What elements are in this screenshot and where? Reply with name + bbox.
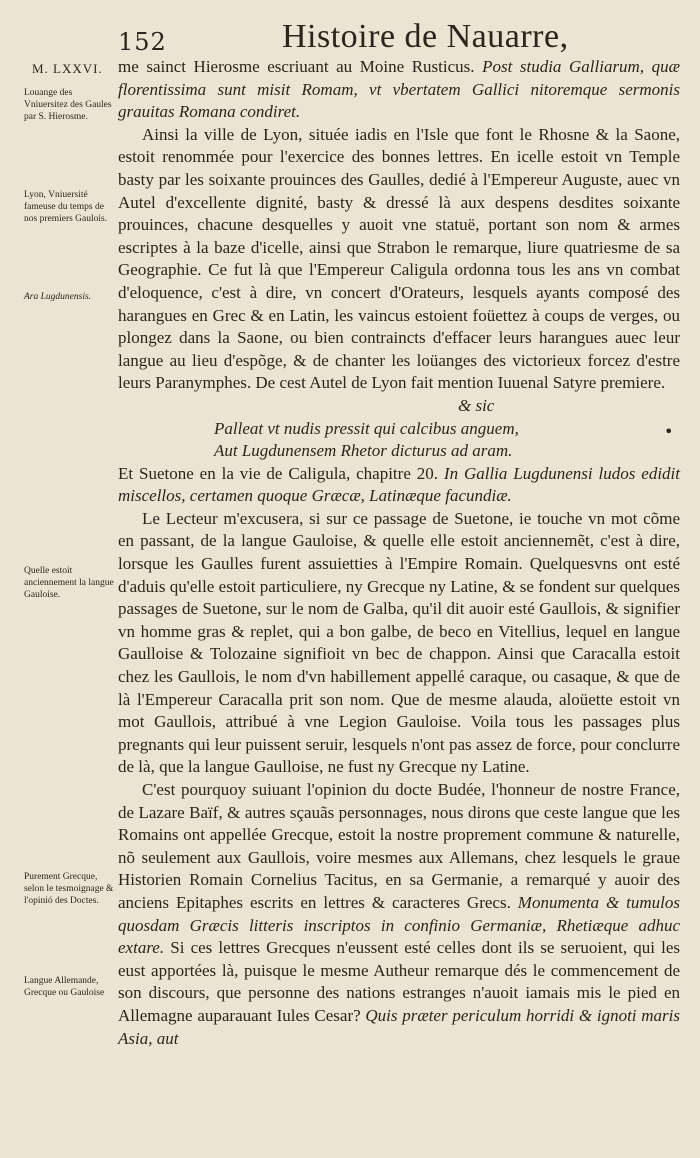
paragraph-4: Le Lecteur m'excusera, si sur ce passage de Suetone, ie touche vn mot cõme en passant, de la langue Gauloise, & quelle elle estoit anciennemẽt, c'est à dire, lorsque les Gaulles furent assuietties à l'Empire Romain. Quelquesvns ont esté d'aduis qu'elle estoit particuliere, ny Grecque ny Latine, & se fondent sur quelques passages de Suetone, sur le nom de Galba, qu'il dit auoir esté Gaullois, & signifier vn homme gras & replet, qui a bon galbe, de beco en Vitellius, lequel en langue Gaulloise & Tolozaine signifioit vn bec de chappon. Ainsi que Caracalla estoit chez les Gaullois, le nom d'vn habillement appellé caraque, ou casaque, & que de là l'Empereur Caracalla prit son nom. Que de mesme alauda, aloüette estoit vn mot Gaullois, attribué à vne Legion Gauloise. Voila tous les passages plus pregnants qui leur puissent seruir, lesquels n'ont pas assez de force, pour conclurre de là, que la langue Gaulloise, ne fust ny Grecque ny Latine. [118, 508, 680, 777]
verse-line-2: Aut Lugdunensem Rhetor dicturus ad aram. [214, 441, 513, 461]
p1-latin-quote: Post studia Galliarum, quæ florentissima sunt misit Romam, vt vbertatem Gallici nitoremque sermonis grauitas Romana condiret. [118, 57, 680, 122]
main-text [118, 56, 680, 1050]
page-number: 152 [118, 28, 167, 56]
p3-latin-quote: In Gallia Lugdunensi ludos edidit miscellos, certamen quoque Græcæ, Latinæque facundiæ. [118, 463, 680, 506]
margin-note-grecque: Purement Grecque, selon le tesmoignage & l'opinió des Doctes. [24, 872, 114, 906]
verse-line-1: Palleat vt nudis pressit qui calcibus anguem, [214, 418, 519, 438]
running-title: Histoire de Nauarre, [282, 18, 569, 55]
p3-roman: Et Suetone en la vie de Caligula, chapitre 20. [118, 463, 444, 483]
margin-note-langue-gauloise: Quelle estoit anciennement la langue Gauloise. [24, 566, 114, 600]
margin-note-ara: Ara Lugdunensis. [24, 292, 92, 302]
page-header [0, 14, 700, 62]
paragraph-2: Ainsi la ville de Lyon, située iadis en l'Isle que font le Rhosne & la Saone, estoit renommée pour l'exercice des bonnes lettres. En icelle estoit vn Temple basty par les soixante prouinces des Gaulles, dedié à l'Empereur Auguste, auec vn Autel d'excellente dignité, basty & dressé là aux despens desdites soixante prouinces, chacune desquelles y auoit vne statuë, portant son nom & armes escriptes à la baze d'icelle, ainsi que Strabon le remarque, liure quatriesme de sa Geographie. Ce fut là que l'Empereur Caligula ordonna tous les ans vn combat d'eloquence, c'est à dire, vn concert d'Orateurs, lesquels ayants composé des harangues en Grec & en Latin, les vaincus estoient foüettez à coups de verges, ou plongez dans la Saone, ou bien contraincts d'effacer leurs harangues auec leur langue au lieu d'espõge, & de chanter les loüanges des victorieux forcez d'estre leurs Paranymphes. De cest Autel de Lyon fait mention Iuuenal Satyre premiere. [118, 124, 680, 393]
margin-note-allemande: Langue Allemande, Grecque ou Gauloise [24, 976, 105, 998]
paragraph-3 [118, 463, 680, 508]
ink-dot-icon: • [664, 422, 674, 441]
p5-roman-2: Si ces lettres Grecques n'eussent esté celles dont ils se seruoient, qui les eust apportées là, puisque le mesme Autheur remarque dés le commencement de son discours, que personne des nations estranges n'auoit iamais mis le pied en Allemagne auparauant Iules Cesar? [118, 938, 680, 1025]
p5-latin-quote-2: Quis præter periculum horridi & ignoti maris Asia, aut [118, 1005, 680, 1048]
verse-sic: & sic [458, 395, 495, 415]
paragraph-1 [118, 56, 680, 124]
paragraph-5 [118, 779, 680, 1050]
p1-roman: me sainct Hierosme escriuant au Moine Rusticus. [118, 57, 483, 76]
margin-note-universities: Louange des Vniuersitez des Gaules par S. Hierosme. [24, 88, 112, 122]
margin-note-lyon: Lyon, Vniuersité fameuse du temps de nos premiers Gaulois. [24, 190, 108, 224]
p5-latin-quote: Monumenta & tumulos quosdam Græcis litteris inscriptos in confinio Germaniæ, Rhetiæque adhuc extare. [118, 892, 680, 958]
margin-year: M. LXXVI. [32, 61, 103, 76]
p5-roman: C'est pourquoy suiuant l'opinion du docte Budée, l'honneur de nostre France, de Lazare Baïf, & autres sçauãs personnages, nous dirons que ceste langue que les Romains ont appellée Grecque, estoit la nostre proprement commune & naturelle, nõ seulement aux Gaullois, voire mesmes aux Allemans, chez lesquels le graue Historien Romain Cornelius Tacitus, en sa Germanie, a remarqué y auoir des anciens Epitaphes escrits en lettres & caracteres Grecs. [118, 780, 680, 912]
